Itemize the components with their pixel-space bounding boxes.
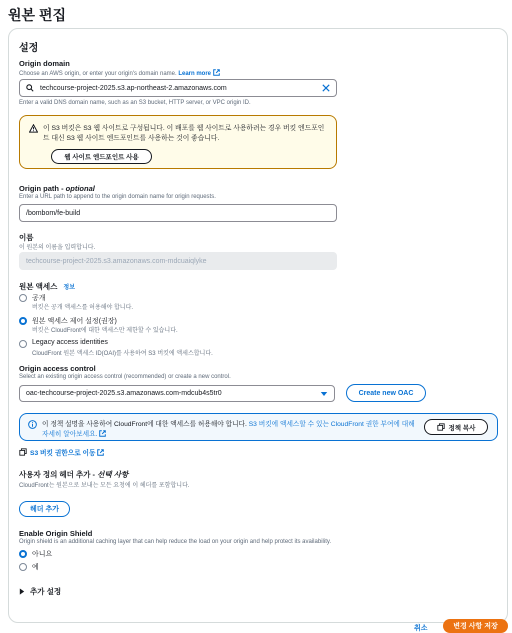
origin-path-label-text: Origin path - [19,184,66,193]
origin-path-label [19,184,95,193]
info-icon [28,420,37,429]
caret-right-icon [19,588,25,595]
oac-desc: Select an existing origin access control (recommended) or create a new control. [19,374,231,380]
oac-select[interactable] [19,385,335,402]
radio-public-label: 공개 [32,295,46,302]
origin-domain-desc-text: Choose an AWS origin, or enter your origin's domain name. [19,71,177,77]
origin-access-label-text: 원본 액세스 [19,282,58,291]
oac-select-value: oac-techcourse-project-2025.s3.amazonaws.com-mdcub4s5tr0 [26,390,222,397]
name-input [19,252,337,270]
origin-domain-desc [19,69,220,77]
radio-shield-yes-label: 예 [32,564,39,571]
policy-info-link[interactable]: S3 버킷에 액세스할 수 있는 CloudFront 권한 부여에 대해 자세히 알아보세요. [42,421,415,438]
name-value: techcourse-project-2025.s3.amazonaws.com-mdcuaiqlyke [26,257,207,265]
external-link-icon [97,449,104,456]
section-title: 설정 [19,43,39,54]
radio-oac-label: 원본 액세스 제어 설정(권장) [32,318,117,325]
additional-settings-label: 추가 설정 [30,587,62,596]
cancel-button[interactable]: 취소 [414,625,428,632]
oac-label: Origin access control [19,364,96,373]
radio-legacy-desc: CloudFront 원본 액세스 ID(OAI)를 사용하여 S3 버킷에 액세스합니다. [32,351,213,357]
origin-access-info-link[interactable]: 정보 [63,285,75,291]
external-link-icon [99,430,106,437]
radio-shield-no-label: 아니요 [32,551,53,558]
external-link-icon [213,69,220,76]
warning-icon [29,124,38,133]
origin-domain-value: techcourse-project-2025.s3.ap-northeast-2.amazonaws.com [40,84,227,92]
radio-legacy-label: Legacy access identities [32,339,108,346]
create-oac-button[interactable]: Create new OAC [346,384,426,402]
warning-alert [19,115,337,169]
page-title: 원본 편집 [8,7,66,23]
policy-info-alert [19,413,498,441]
radio-public-desc: 버킷은 공개 액세스를 허용해야 합니다. [32,305,134,311]
custom-headers-label-text: 사용자 정의 헤더 추가 - [19,470,98,479]
origin-path-optional: optional [65,184,95,193]
add-header-button[interactable]: 헤더 추가 [19,501,70,517]
search-icon [26,84,34,92]
origin-path-value: /bombom/fe-build [26,209,81,217]
copy-policy-button[interactable] [424,419,488,435]
save-changes-button[interactable]: 변경 사항 저장 [443,619,508,633]
custom-headers-desc: CloudFront는 원본으로 보내는 모든 요청에 이 헤더를 포함합니다. [19,483,190,489]
origin-access-label [19,281,75,292]
radio-shield-yes[interactable] [19,563,27,571]
radio-public[interactable] [19,294,27,302]
radio-oac[interactable] [19,317,27,325]
origin-shield-desc: Origin shield is an additional caching layer that can help reduce the load on your origin and help protect its availability. [19,539,332,545]
origin-shield-label: Enable Origin Shield [19,529,93,538]
name-desc: 이 원본의 이름을 입력합니다. [19,245,96,251]
origin-domain-input[interactable] [19,79,337,97]
origin-domain-label: Origin domain [19,59,70,68]
caret-down-icon [320,391,328,397]
learn-more-link[interactable]: Learn more [178,71,212,77]
policy-info-text [42,420,420,439]
custom-headers-optional: 선택 사항 [97,470,129,479]
radio-shield-no[interactable] [19,550,27,558]
origin-domain-help: Enter a valid DNS domain name, such as an S3 bucket, HTTP server, or VPC origin ID. [19,100,251,106]
radio-oac-desc: 버킷은 CloudFront에 대한 액세스만 제한할 수 있습니다. [32,328,178,334]
policy-info-text-plain: 이 정책 설명을 사용하여 CloudFront에 대한 액세스를 허용해야 합니다. [42,421,249,428]
radio-legacy[interactable] [19,340,27,348]
copy-icon [19,448,27,456]
custom-headers-label [19,469,128,480]
goto-s3-permissions-label: S3 버킷 권한으로 이동 [30,450,96,457]
copy-policy-label: 정책 복사 [448,424,476,432]
goto-s3-permissions-link[interactable] [19,447,104,457]
use-website-endpoint-button[interactable]: 웹 사이트 엔드포인트 사용 [51,149,152,164]
origin-path-desc: Enter a URL path to append to the origin domain name for origin requests. [19,194,216,200]
settings-panel [8,28,508,623]
origin-path-input[interactable] [19,204,337,222]
additional-settings-toggle[interactable] [19,586,61,597]
copy-icon [437,423,445,431]
name-label: 이름 [19,233,34,242]
warning-text: 이 S3 버킷은 S3 웹 사이트로 구성됩니다. 이 배포를 웹 사이트로 사용하려는 경우 버킷 엔드포인트 대신 S3 웹 사이트 엔드포인트를 사용하는 것이 좋습니다. [43,125,325,142]
clear-icon[interactable] [322,84,330,92]
